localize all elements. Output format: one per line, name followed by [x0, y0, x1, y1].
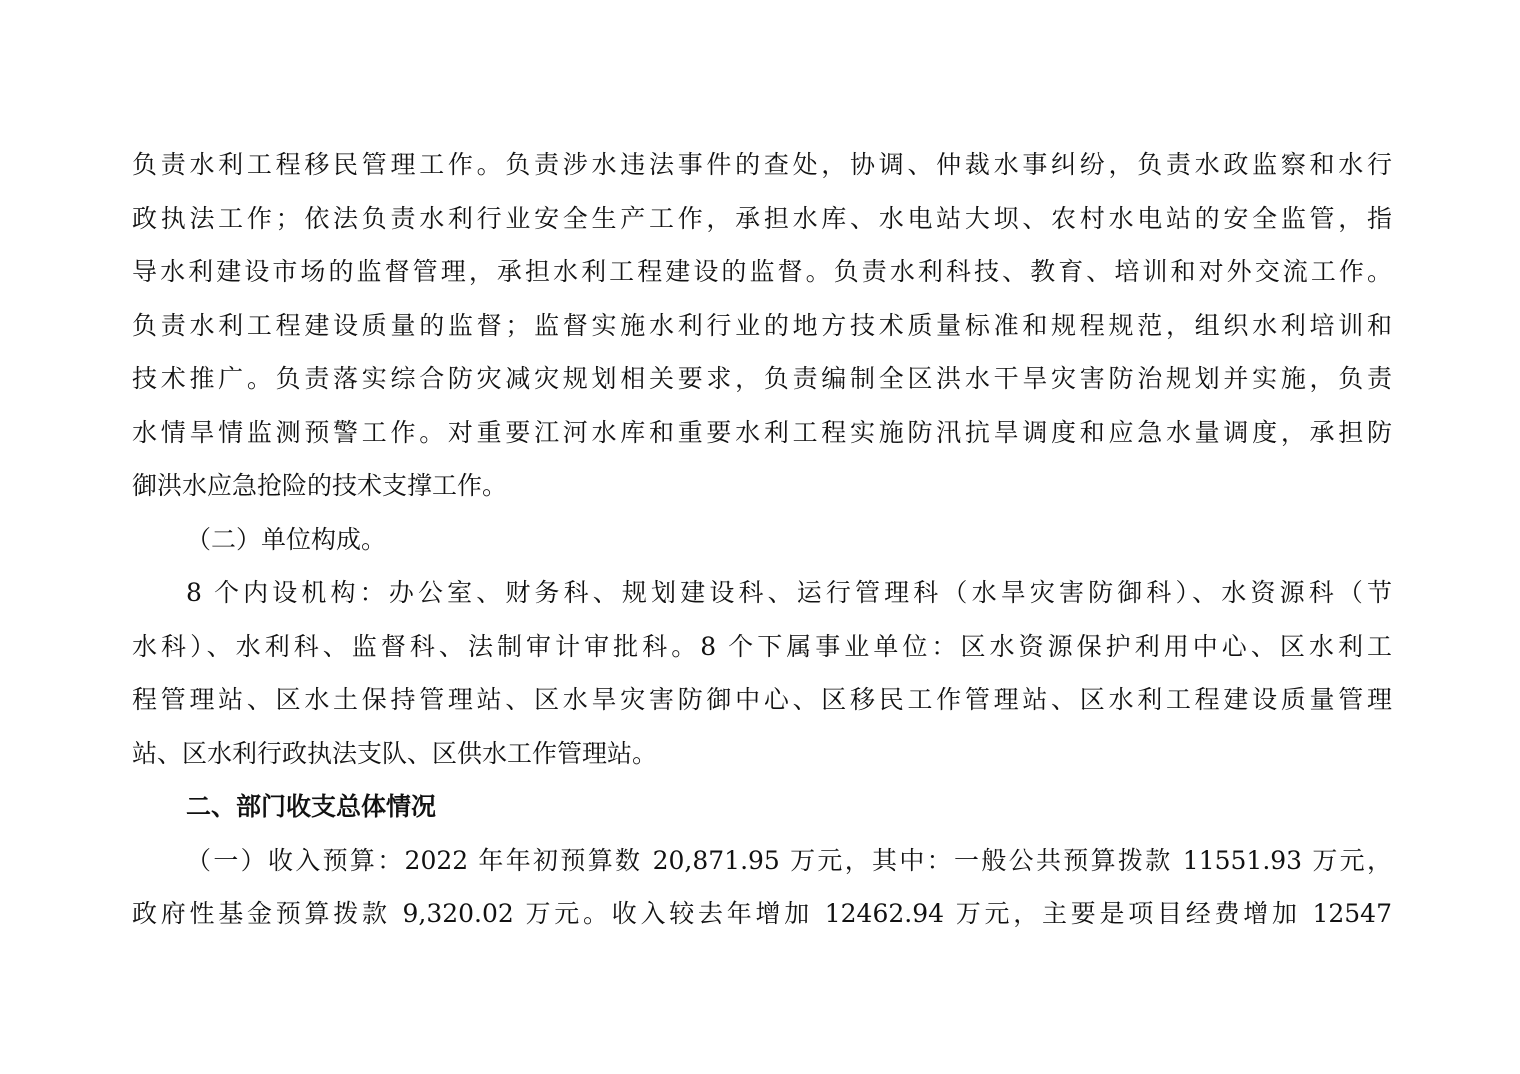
text-line: 水科）、水利科、监督科、法制审计审批科。8 个下属事业单位：区水资源保护利用中心、区水利工: [132, 631, 1392, 661]
text-line: 8 个内设机构：办公室、财务科、规划建设科、运行管理科（水旱灾害防御科）、水资源科（节: [186, 578, 1392, 607]
text-line: 站、区水利行政执法支队、区供水工作管理站。: [132, 738, 658, 768]
text-line: 负责水利工程移民管理工作。负责涉水违法事件的查处，协调、仲裁水事纠纷，负责水政监察和水行: [132, 150, 1392, 179]
text-line: （一）收入预算：2022 年年初预算数 20,871.95 万元，其中：一般公共预算拨款 11551.93 万元，: [186, 845, 1392, 875]
text-line: 御洪水应急抢险的技术支撑工作。: [132, 471, 508, 500]
paragraph-unit-composition: [132, 566, 1392, 780]
text-line: 导水利建设市场的监督管理，承担水利工程建设的监督。负责水利科技、教育、培训和对外交流工作。: [132, 257, 1392, 286]
text-line: 技术推广。负责落实综合防灾减灾规划相关要求，负责编制全区洪水干旱灾害防治规划并实施，负责: [132, 364, 1392, 393]
text-line: 政执法工作；依法负责水利行业安全生产工作，承担水库、水电站大坝、农村水电站的安全监管，指: [132, 203, 1392, 233]
document-body: [132, 138, 1392, 941]
text-line: 程管理站、区水土保持管理站、区水旱灾害防御中心、区移民工作管理站、区水利工程建设质量管理: [132, 685, 1392, 714]
text-line: 水情旱情监测预警工作。对重要江河水库和重要水利工程实施防汛抗旱调度和应急水量调度，承担防: [132, 417, 1392, 447]
text-line: 负责水利工程建设质量的监督；监督实施水利行业的地方技术质量标准和规程规范，组织水利培训和: [132, 310, 1392, 340]
paragraph-responsibilities: [132, 138, 1392, 513]
paragraph-income-budget: [132, 834, 1392, 941]
text-line: 政府性基金预算拨款 9,320.02 万元。收入较去年增加 12462.94 万元，主要是项目经费增加 12547: [132, 899, 1392, 928]
subheading-unit-composition: （二）单位构成。: [186, 524, 387, 554]
section-heading: 二、部门收支总体情况: [186, 792, 437, 821]
